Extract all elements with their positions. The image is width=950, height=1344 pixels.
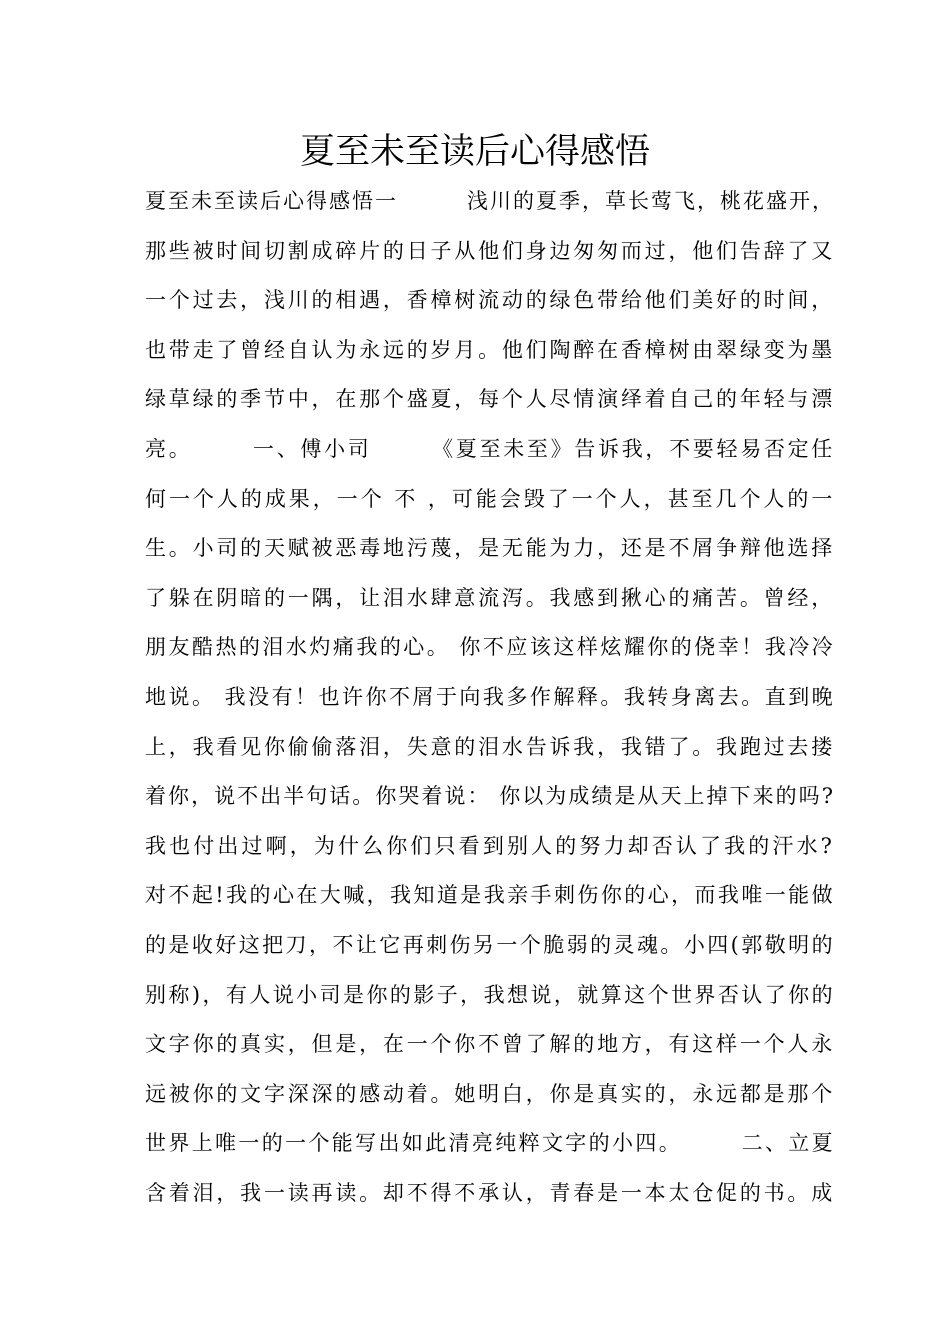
body-line: 世界上唯一的一个能写出如此清亮纯粹文字的小四。 二、立夏 [145, 1131, 835, 1156]
body-line: 着你，说不出半句话。你哭着说： 你以为成绩是从天上掉下来的吗? [145, 784, 835, 809]
body-line: 上，我看见你偷偷落泪，失意的泪水告诉我，我错了。我跑过去搂 [145, 734, 835, 759]
body-line: 夏至未至读后心得感悟一 浅川的夏季，草长莺飞，桃花盛开， [145, 189, 835, 213]
body-line: 了躲在阴暗的一隅，让泪水肆意流泻。我感到揪心的痛苦。曾经， [145, 585, 835, 610]
body-line: 亮。 一、傅小司 《夏至未至》告诉我，不要轻易否定任 [145, 436, 835, 461]
body-line: 一个过去，浅川的相遇，香樟树流动的绿色带给他们美好的时间， [145, 288, 835, 313]
document-title: 夏至未至读后心得感悟 [299, 132, 650, 172]
body-line: 那些被时间切割成碎片的日子从他们身边匆匆而过，他们告辞了又 [145, 238, 835, 263]
body-line: 我也付出过啊，为什么你们只看到别人的努力却否认了我的汗水? [145, 833, 835, 858]
body-line: 绿草绿的季节中，在那个盛夏，每个人尽情演绎着自己的年轻与漂 [145, 387, 835, 412]
body-line: 生。小司的天赋被恶毒地污蔑，是无能为力，还是不屑争辩他选择 [145, 536, 835, 561]
body-line: 朋友酷热的泪水灼痛我的心。 你不应该这样炫耀你的侥幸！我冷冷 [145, 635, 836, 660]
document-body [145, 177, 835, 1218]
body-line: 别称)，有人说小司是你的影子，我想说，就算这个世界否认了你的 [145, 982, 835, 1007]
body-line: 文字你的真实，但是，在一个你不曾了解的地方，有这样一个人永 [145, 1032, 835, 1057]
body-line: 何一个人的成果，一个 不 ，可能会毁了一个人，甚至几个人的一 [145, 486, 836, 511]
body-line: 的是收好这把刀，不让它再刺伤另一个脆弱的灵魂。小四(郭敬明的 [145, 932, 835, 957]
body-line: 含着泪，我一读再读。却不得不承认，青春是一本太仓促的书。成 [145, 1180, 835, 1205]
body-line: 也带走了曾经自认为永远的岁月。他们陶醉在香樟树由翠绿变为墨 [145, 337, 835, 362]
body-line: 地说。 我没有！也许你不屑于向我多作解释。我转身离去。直到晚 [145, 684, 836, 709]
body-line: 对不起!我的心在大喊，我知道是我亲手刺伤你的心，而我唯一能做 [145, 883, 835, 908]
body-line: 远被你的文字深深的感动着。她明白，你是真实的，永远都是那个 [145, 1081, 835, 1106]
